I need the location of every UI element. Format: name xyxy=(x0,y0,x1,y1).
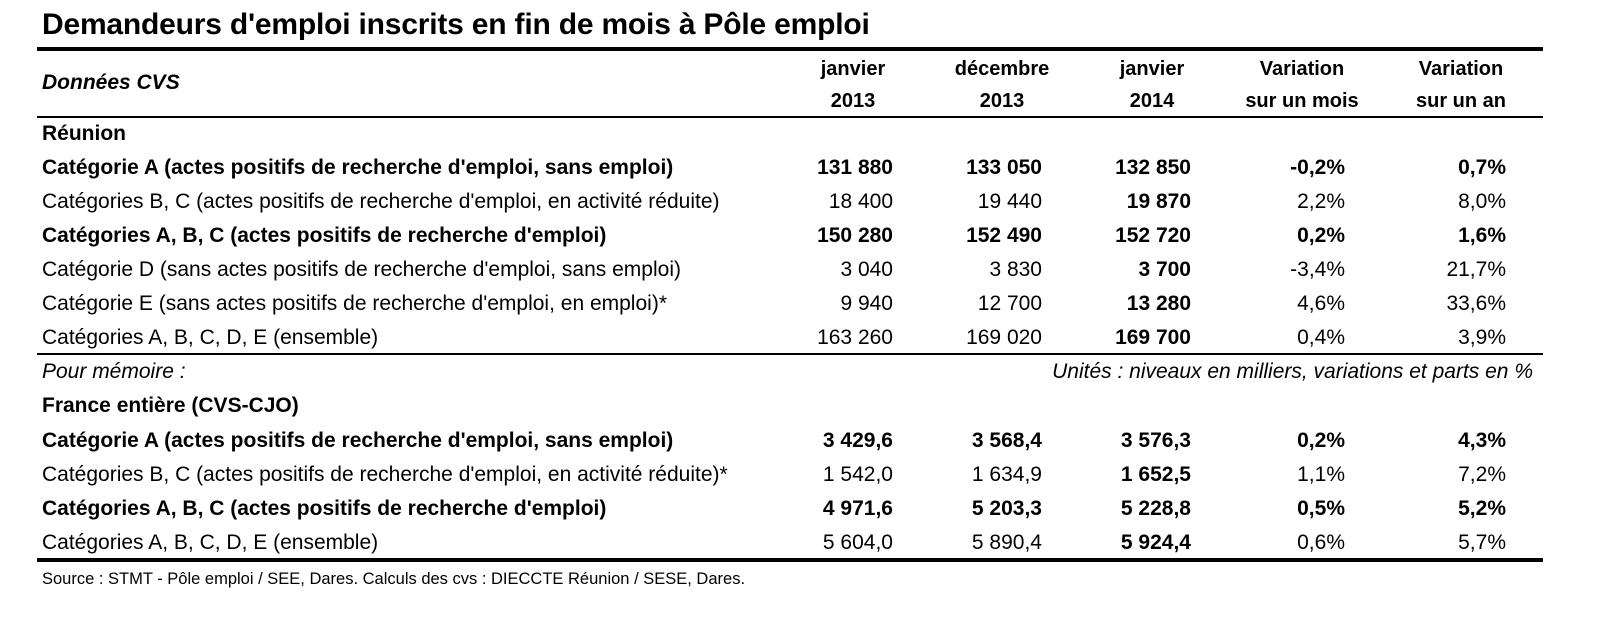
units-note: Unités : niveaux en milliers, variations et parts en % xyxy=(1052,360,1533,383)
row-value: 133 050 xyxy=(966,156,1042,179)
row-value: 1 542,0 xyxy=(822,463,893,486)
row-value: 4,3% xyxy=(1458,429,1506,452)
row-value: 21,7% xyxy=(1446,258,1506,281)
header-col-5-line1: Variation xyxy=(1418,58,1504,80)
row-value: 131 880 xyxy=(817,156,893,179)
header-label: Données CVS xyxy=(42,71,180,94)
row-value: 4 971,6 xyxy=(822,497,893,520)
row-value: 152 720 xyxy=(1115,224,1191,247)
row-value: -0,2% xyxy=(1290,156,1345,179)
header-col-5-line2: sur un an xyxy=(1415,90,1506,112)
header-col-1-line1: janvier xyxy=(820,58,886,80)
row-label: Catégories A, B, C (actes positifs de recherche d'emploi) xyxy=(42,224,607,247)
row-value: 33,6% xyxy=(1446,292,1506,315)
row-value: -3,4% xyxy=(1290,258,1345,281)
row-value: 0,4% xyxy=(1297,326,1345,349)
row-value: 0,2% xyxy=(1297,224,1345,247)
row-label: Catégories A, B, C (actes positifs de recherche d'emploi) xyxy=(42,497,607,520)
header-col-4-line1: Variation xyxy=(1259,58,1345,80)
row-value: 3 040 xyxy=(840,258,893,281)
row-value: 169 700 xyxy=(1115,326,1191,349)
row-value: 1,1% xyxy=(1297,463,1345,486)
row-value: 169 020 xyxy=(966,326,1042,349)
table-bottom-rule xyxy=(37,558,1543,562)
row-label: Catégorie A (actes positifs de recherche d'emploi, sans emploi) xyxy=(42,429,674,452)
header-col-1-line2: 2013 xyxy=(830,90,876,112)
row-label: Catégories A, B, C, D, E (ensemble) xyxy=(42,531,379,554)
row-value: 3,9% xyxy=(1458,326,1506,349)
row-value: 5 890,4 xyxy=(971,531,1042,554)
row-label: Catégorie D (sans actes positifs de recherche d'emploi, sans emploi) xyxy=(42,258,681,281)
row-value: 0,2% xyxy=(1297,429,1345,452)
row-value: 0,6% xyxy=(1297,531,1345,554)
row-value: 5 228,8 xyxy=(1120,497,1191,520)
row-value: 12 700 xyxy=(977,292,1042,315)
row-label: Catégorie E (sans actes positifs de recherche d'emploi, en emploi)* xyxy=(42,292,667,315)
row-value: 1 634,9 xyxy=(971,463,1042,486)
section-divider-rule xyxy=(37,353,1543,355)
row-value: 4,6% xyxy=(1297,292,1345,315)
header-col-2-line1: décembre xyxy=(954,58,1050,80)
header-bottom-rule xyxy=(37,116,1543,118)
row-value: 3 568,4 xyxy=(971,429,1042,452)
row-value: 19 870 xyxy=(1126,190,1191,213)
row-label: Catégorie A (actes positifs de recherche d'emploi, sans emploi) xyxy=(42,156,674,179)
row-value: 5 924,4 xyxy=(1120,531,1191,554)
header-top-rule xyxy=(37,47,1543,51)
header-col-2-line2: 2013 xyxy=(979,90,1025,112)
header-col-4-line2: sur un mois xyxy=(1245,90,1359,112)
row-value: 18 400 xyxy=(828,190,893,213)
row-value: 3 830 xyxy=(989,258,1042,281)
row-value: 5 203,3 xyxy=(971,497,1042,520)
page-title: Demandeurs d'emploi inscrits en fin de mois à Pôle emploi xyxy=(42,8,870,41)
row-value: 2,2% xyxy=(1297,190,1345,213)
row-value: 5,2% xyxy=(1458,497,1506,520)
source-note: Source : STMT - Pôle emploi / SEE, Dares. Calculs des cvs : DIECCTE Réunion / SESE, Dares. xyxy=(42,570,746,588)
row-value: 150 280 xyxy=(817,224,893,247)
row-value: 3 576,3 xyxy=(1120,429,1191,452)
row-value: 8,0% xyxy=(1458,190,1506,213)
row-value: 5 604,0 xyxy=(822,531,893,554)
row-value: 19 440 xyxy=(977,190,1042,213)
row-value: 0,5% xyxy=(1297,497,1345,520)
row-label: Catégories A, B, C, D, E (ensemble) xyxy=(42,326,379,349)
row-value: 1,6% xyxy=(1458,224,1506,247)
row-label: Catégories B, C (actes positifs de recherche d'emploi, en activité réduite)* xyxy=(42,463,728,486)
header-col-3-line2: 2014 xyxy=(1129,90,1175,112)
row-value: 152 490 xyxy=(966,224,1042,247)
row-value: 5,7% xyxy=(1458,531,1506,554)
row-value: 0,7% xyxy=(1458,156,1506,179)
row-value: 7,2% xyxy=(1458,463,1506,486)
section-heading-reunion: Réunion xyxy=(42,122,126,145)
row-value: 163 260 xyxy=(817,326,893,349)
row-value: 132 850 xyxy=(1115,156,1191,179)
memo-label: Pour mémoire : xyxy=(42,360,186,383)
row-label: Catégories B, C (actes positifs de recherche d'emploi, en activité réduite) xyxy=(42,190,720,213)
header-col-3-line1: janvier xyxy=(1119,58,1185,80)
row-value: 1 652,5 xyxy=(1120,463,1191,486)
row-value: 13 280 xyxy=(1126,292,1191,315)
row-value: 9 940 xyxy=(840,292,893,315)
row-value: 3 429,6 xyxy=(822,429,893,452)
section-heading-france: France entière (CVS-CJO) xyxy=(42,394,299,417)
row-value: 3 700 xyxy=(1138,258,1191,281)
